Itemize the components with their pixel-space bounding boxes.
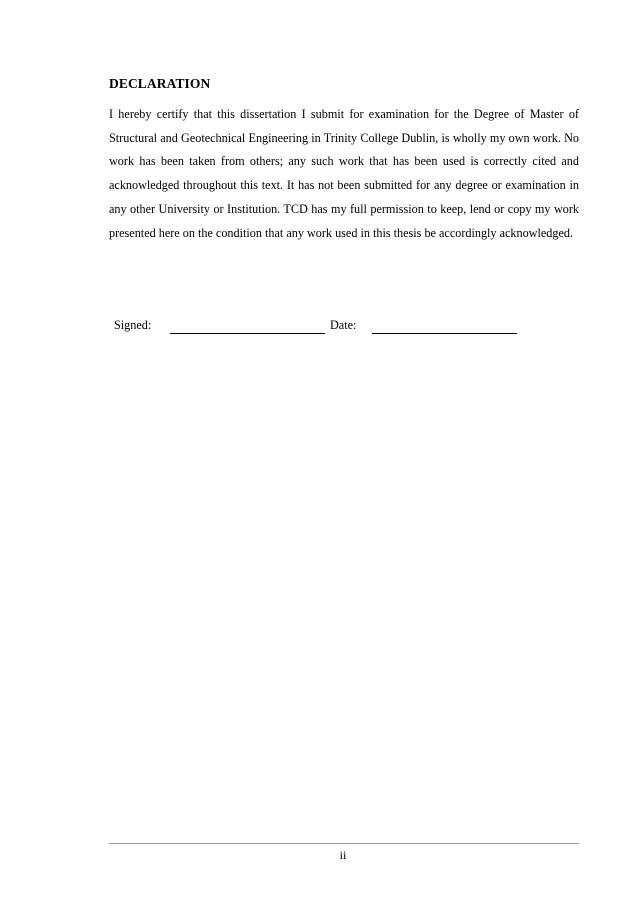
declaration-heading: DECLARATION xyxy=(109,76,211,91)
signature-line xyxy=(170,333,325,334)
page-number: ii xyxy=(339,848,347,862)
footer-divider xyxy=(109,843,579,844)
date-line xyxy=(372,333,517,334)
signature-row xyxy=(114,318,534,338)
signed-label: Signed: xyxy=(114,318,152,332)
declaration-body: I hereby certify that this dissertation I submit for examination for the Degree of Master of Structural and Geotechnical Engineering in Trinity College Dublin, is wholly my own work. No work has been taken from others; any such work that has been used is correctly cited and acknowledged throughout this text. It has not been submitted for any degree or examination in any other University or Institution. TCD has my full permission to keep, lend or copy my work presented here on the condition that any work used in this thesis be accordingly acknowledged. xyxy=(109,107,579,240)
date-label: Date: xyxy=(330,318,357,332)
